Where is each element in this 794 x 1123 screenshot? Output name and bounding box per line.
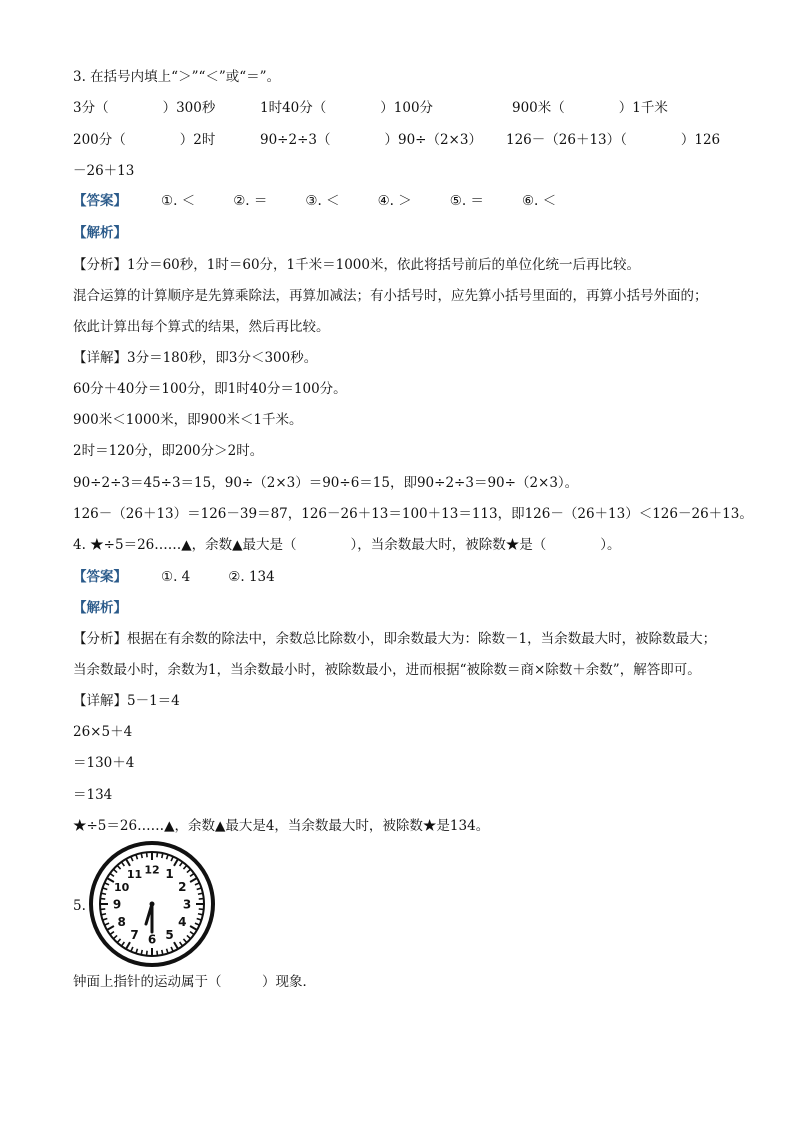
clock-tick xyxy=(147,951,148,956)
q3-analysis-line: 依此计算出每个算式的结果，然后再比较。 xyxy=(73,319,330,335)
q5-question: 钟面上指针的运动属于（ ）现象． xyxy=(73,974,316,990)
q4-analysis-line: ＝130＋4 xyxy=(73,755,135,771)
clock-number: 5 xyxy=(165,927,174,942)
clock-number: 12 xyxy=(144,863,160,877)
q5-number: 5. xyxy=(73,898,86,914)
clock-number: 9 xyxy=(112,897,122,912)
q4-analysis-line: 26×5＋4 xyxy=(73,724,133,740)
clock-number: 4 xyxy=(178,915,187,929)
clock-number: 1 xyxy=(165,867,174,882)
q4-answer-2: ②. 134 xyxy=(228,569,275,585)
clock-tick xyxy=(141,853,142,858)
clock-number: 2 xyxy=(178,880,187,894)
q4-analysis-line: 【分析】根据在有余数的除法中，余数总比除数小，即余数最大为：除数－1，当余数最大时，被除数最大； xyxy=(73,631,717,647)
q3-item-6-cont: －26＋13 xyxy=(73,163,135,179)
clock-tick xyxy=(101,914,106,915)
q3-item-4: 200分（ ）2时 xyxy=(73,132,216,148)
clock-tick xyxy=(198,914,203,915)
clock-number: 11 xyxy=(126,868,143,882)
q4-analysis-line: ＝134 xyxy=(73,787,113,803)
clock-center-pin xyxy=(150,902,155,907)
q3-analysis-line: 90÷2÷3＝45÷3＝15，90÷（2×3）＝90÷6＝15，即90÷2÷3＝90÷（2×3）。 xyxy=(73,475,579,491)
q3-item-6: 126－（26＋13）（ ）126 xyxy=(506,132,721,148)
q3-analysis-line: 900米＜1000米，即900米＜1千米。 xyxy=(73,412,303,428)
q3-item-1: 3分（ ）300秒 xyxy=(73,100,216,116)
answer-tag: 【答案】 xyxy=(73,569,127,585)
clock-number: 8 xyxy=(117,915,126,929)
q4-analysis-line: ★÷5＝26……▲，余数▲最大是4，当余数最大时，被除数★是134。 xyxy=(73,818,490,834)
clock-tick xyxy=(141,950,142,955)
q3-answer-6: ⑥. ＜ xyxy=(521,193,557,209)
clock-number: 3 xyxy=(182,897,192,912)
q3-analysis-line: 2时＝120分，即200分＞2时。 xyxy=(73,443,264,459)
clock-tick xyxy=(157,852,158,857)
q3-answer-row xyxy=(73,192,556,210)
clock-tick xyxy=(198,893,203,894)
clock-figure xyxy=(88,840,216,968)
q4-answer-row xyxy=(73,568,275,586)
q3-title: 3. 在括号内填上“＞”“＜”或“＝”。 xyxy=(73,69,281,85)
clock-tick xyxy=(101,893,106,894)
clock-tick xyxy=(199,909,204,910)
q4-analysis-line: 当余数最小时，余数为1，当余数最小时，被除数最小，进而根据“被除数＝商×除数＋余数”，解答即可。 xyxy=(73,662,701,678)
q4-answer-1: ①. 4 xyxy=(161,569,191,585)
answer-tag: 【答案】 xyxy=(73,193,127,209)
clock-tick xyxy=(147,852,148,857)
clock-number: 6 xyxy=(147,932,157,947)
clock-tick xyxy=(157,951,158,956)
clock-tick xyxy=(199,899,204,900)
q4-title: 4. ★÷5＝26……▲，余数▲最大是（ ），当余数最大时，被除数★是（ ）。 xyxy=(73,537,621,553)
q3-analysis-line: 126－（26＋13）＝126－39＝87，126－26＋13＝100＋13＝113，即126－（26＋13）＜126－26＋13。 xyxy=(73,506,753,522)
q3-answer-1: ①. ＜ xyxy=(161,193,196,209)
q3-analysis-line: 【分析】1分＝60秒，1时＝60分，1千米＝1000米，依此将括号前后的单位化统一后再比较。 xyxy=(73,257,640,273)
q3-analysis-line: 【详解】3分＝180秒，即3分＜300秒。 xyxy=(73,350,318,366)
clock-number: 7 xyxy=(130,927,139,942)
q3-answer-2: ②. ＝ xyxy=(233,193,268,209)
q3-analysis-line: 60分＋40分＝100分，即1时40分＝100分。 xyxy=(73,381,347,397)
clock-tick xyxy=(100,899,105,900)
q3-answer-5: ⑤. ＝ xyxy=(449,193,484,209)
q3-answer-4: ④. ＞ xyxy=(377,193,412,209)
q3-answer-3: ③. ＜ xyxy=(305,193,340,209)
q3-item-5: 90÷2÷3（ ）90÷（2×3） xyxy=(260,132,482,148)
q3-item-3: 900米（ ）1千米 xyxy=(512,100,668,116)
clock-tick xyxy=(162,853,163,858)
q3-analysis-line: 混合运算的计算顺序是先算乘除法，再算加减法；有小括号时，应先算小括号里面的，再算小括号外面的； xyxy=(73,288,708,304)
clock-tick xyxy=(162,950,163,955)
clock-number: 10 xyxy=(114,881,130,894)
q4-analysis-line: 【详解】5－1＝4 xyxy=(73,693,180,709)
clock-icon xyxy=(88,840,216,968)
q3-analysis-tag: 【解析】 xyxy=(73,225,127,241)
q3-item-2: 1时40分（ ）100分 xyxy=(260,100,434,116)
q4-analysis-tag: 【解析】 xyxy=(73,600,127,616)
clock-tick xyxy=(100,909,105,910)
